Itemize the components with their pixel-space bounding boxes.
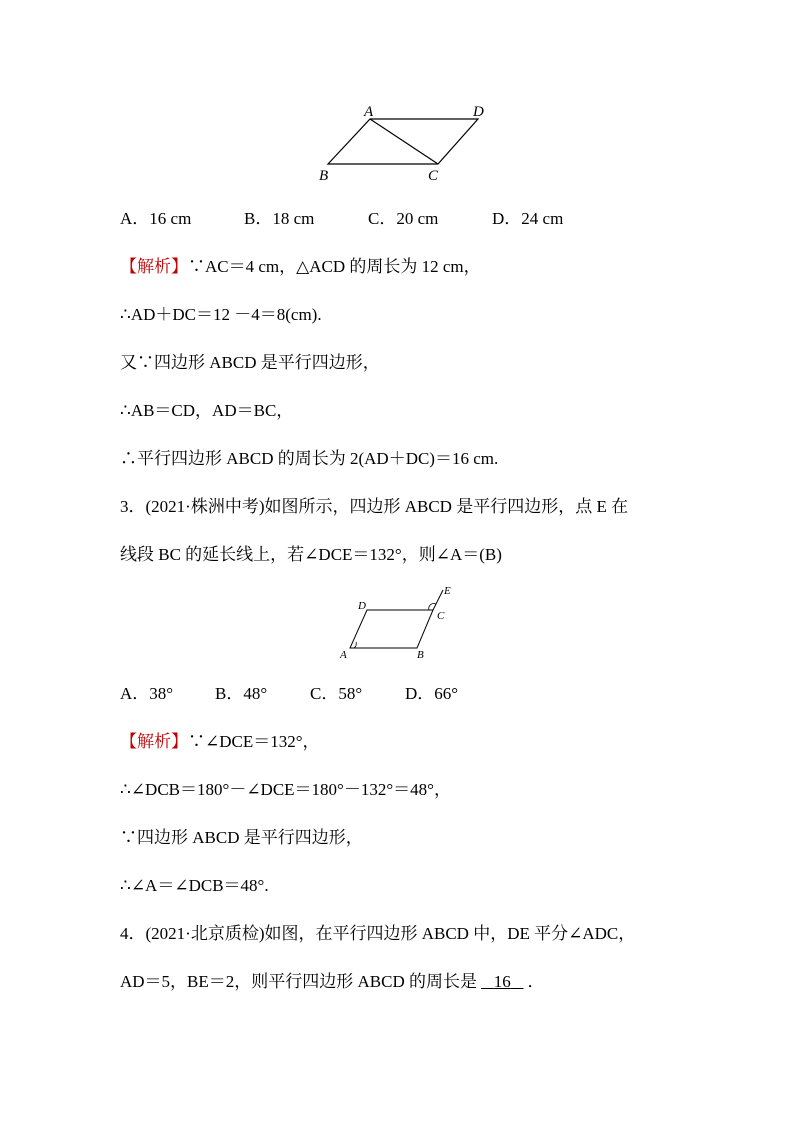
q3-solution-line-3: ∵四边形 ABCD 是平行四边形， [120, 828, 363, 847]
q3-solution-line-1 [120, 731, 320, 753]
q3-option-b: B．48° [215, 684, 268, 703]
q3-solution-line-4: ∴∠A＝∠DCB＝48°. [120, 876, 269, 895]
q2-solution-line-3: 又∵四边形 ABCD 是平行四边形， [120, 353, 380, 372]
parallelogram-extension-diagram [335, 582, 465, 662]
q4-stem-line-1: 4．(2021·北京质检)如图，在平行四边形 ABCD 中，DE 平分∠ADC， [120, 924, 636, 943]
label-a-2: A [340, 649, 347, 661]
q2-solution-line-2: ∴AD＋DC＝12 －4＝8(cm). [120, 305, 322, 324]
angle-a-arc [354, 642, 356, 648]
q2-option-b: B．18 cm [244, 209, 315, 228]
label-e: E [444, 585, 451, 597]
label-c: C [428, 168, 439, 184]
analysis-tag-2: 【解析】 [120, 732, 188, 751]
q3-stem-line-1: 3．(2021·株洲中考)如图所示，四边形 ABCD 是平行四边形，点 E 在 [120, 497, 629, 516]
parallelogram-outline-2 [350, 610, 433, 648]
figure-parallelogram-abcd [310, 100, 500, 188]
q2-option-a: A．16 cm [120, 209, 192, 228]
label-a: A [364, 104, 374, 120]
q2-option-d: D．24 cm [492, 209, 564, 228]
q4-stem-line-2 [120, 971, 545, 993]
q2-solution-line-1 [120, 256, 481, 278]
q3-option-c: C．58° [310, 684, 363, 703]
q2-solution-text-1: ∵AC＝4 cm，△ACD 的周长为 12 cm， [188, 257, 481, 276]
q3-stem-line-2: 线段 BC 的延长线上，若∠DCE＝132°，则∠A＝(B) [120, 545, 502, 564]
extension-ce [433, 590, 443, 610]
label-d: D [473, 104, 484, 120]
q4-stem-prefix: AD＝5，BE＝2，则平行四边形 ABCD 的周长是 [120, 972, 478, 991]
label-c-2: C [437, 610, 445, 622]
label-b: B [319, 168, 329, 184]
q4-answer-blank [477, 972, 528, 991]
q2-solution-line-5: ∴平行四边形 ABCD 的周长为 2(AD＋DC)＝16 cm. [120, 449, 499, 468]
q3-solution-line-2: ∴∠DCB＝180°－∠DCE＝180°－132°＝48°， [120, 780, 451, 799]
q3-options [120, 683, 458, 705]
q3-solution-text-1: ∵∠DCE＝132°， [188, 732, 320, 751]
figure-parallelogram-extended [335, 582, 465, 662]
q4-stem-suffix: ． [527, 972, 545, 991]
label-d-2: D [358, 600, 366, 612]
analysis-tag: 【解析】 [120, 257, 188, 276]
q4-answer: 16 [493, 972, 511, 991]
parallelogram-diagram [310, 100, 500, 188]
q2-option-c: C．20 cm [368, 209, 439, 228]
q3-option-d: D．66° [405, 684, 459, 703]
q2-solution-line-4: ∴AB＝CD，AD＝BC， [120, 401, 294, 420]
q3-option-a: A．38° [120, 684, 174, 703]
q2-options [120, 208, 563, 230]
diagonal-ac [370, 119, 438, 164]
label-b-2: B [417, 649, 424, 661]
